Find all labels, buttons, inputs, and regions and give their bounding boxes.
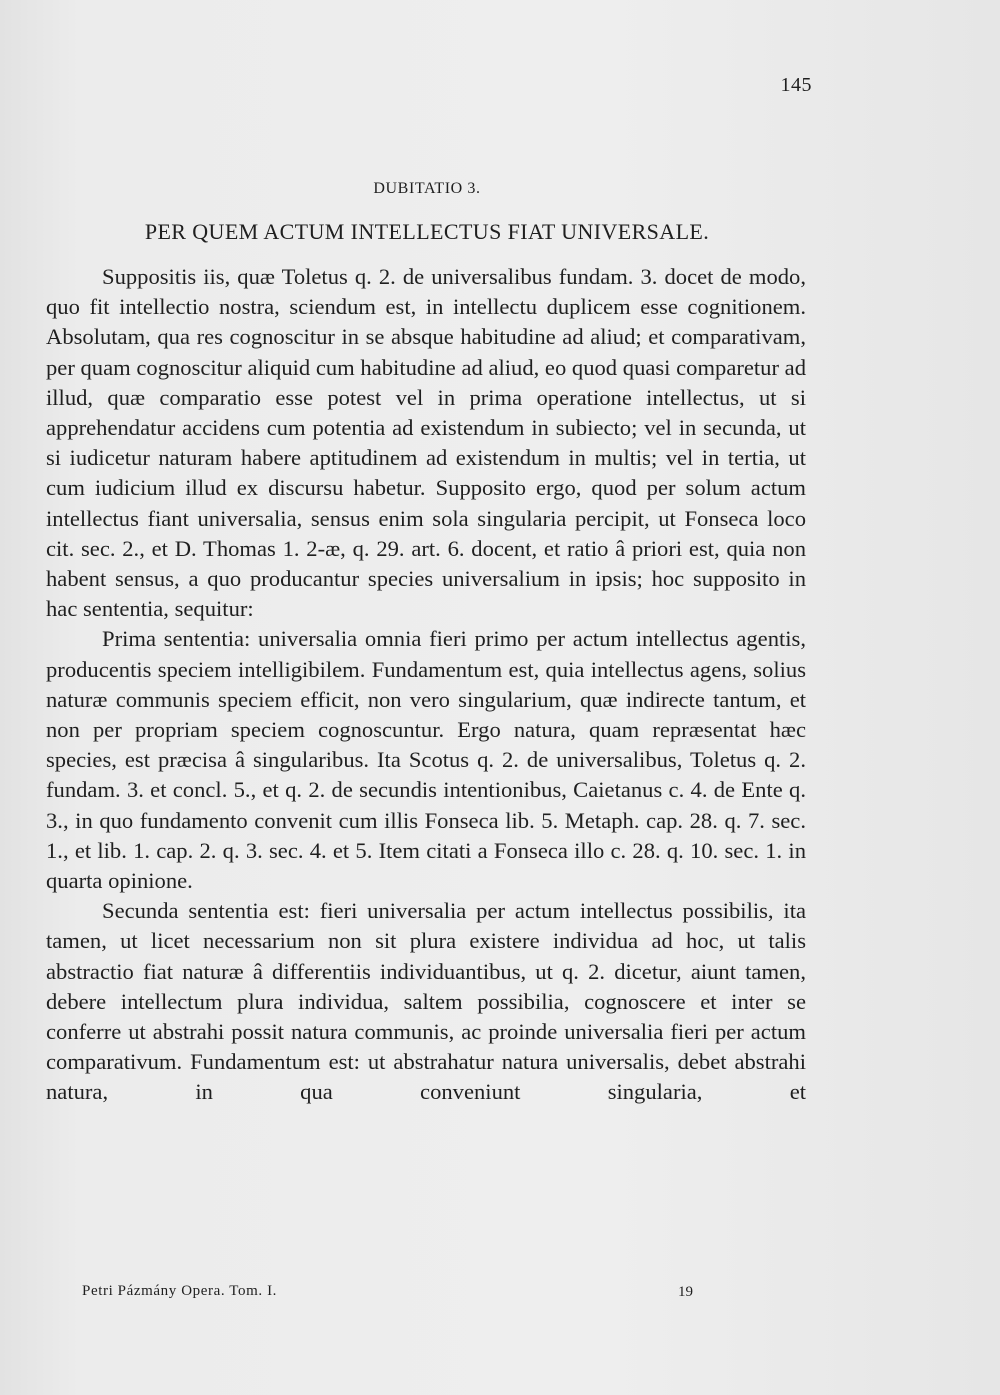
section-kicker: DUBITATIO 3. — [373, 180, 481, 197]
page-number: 145 — [780, 74, 812, 96]
paragraph-2: Prima sententia: universalia omnia fieri primo per actum intellectus agentis, producentis speciem intelligibilem. Fundamentum est, quia intellectus agens, solius naturæ communis speciem efficit, non vero singularium, quæ indirecte tantum, et non per propriam speciem cognoscuntur. Ergo natura, quam repræsentat hæc species, est præcisa â singularibus. Ita Scotus q. 2. de universalibus, Toletus q. 2. fundam. 3. et concl. 5., et q. 2. de secundis intentionibus, Caietanus c. 4. de Ente q. 3., in quo fundamento convenit cum illis Fonseca lib. 5. Metaph. cap. 28. q. 7. sec. 1., et lib. 1. cap. 2. q. 3. sec. 4. et 5. Item citati a Fonseca illo c. 28. q. 10. sec. 1. in quarta opinione. — [46, 626, 806, 894]
paragraph-1: Suppositis iis, quæ Toletus q. 2. de universalibus fundam. 3. docet de modo, quo fit intellectio nostra, sciendum est, in intellectu duplicem esse cognitionem. Absolutam, qua res cognoscitur in se absque habitudine ad aliud; et comparativam, per quam cognoscitur aliquid cum habitudine ad aliud, eo quod quasi comparetur ad illud, quæ comparatio esse potest vel in prima operatione intellectus, ut si apprehendatur accidens cum potentia ad existendum in subiecto; vel in secunda, ut si iudicetur naturam habere aptitudinem ad existendum in multis; vel in tertia, ut cum iudicium illud ex discursu habetur. Supposito ergo, quod per solum actum intellectus fiant universalia, sensus enim sola singularia percipit, ut Fonseca loco cit. sec. 2., et D. Thomas 1. 2-æ, q. 29. art. 6. docent, et ratio â priori est, quia non habent sensus, a quo producantur species universalium in ipsis; hoc supposito in hac sententia, sequitur: — [46, 264, 806, 622]
paragraph-3: Secunda sententia est: fieri universalia per actum intellectus possibilis, ita tamen, ut licet necessarium non sit plura existere individua ad hoc, ut talis abstractio fiat naturæ â differentiis individuantibus, ut q. 2. dicetur, aiunt tamen, debere intellectum plura individua, saltem possibilia, cognoscere et inter se conferre ut abstrahi possit natura communis, ac proinde universalia fieri per actum comparativum. Fundamentum est: ut abstrahatur natura universalis, debet abstrahi natura, in qua conveniunt singularia, et — [46, 898, 806, 1105]
footer-signature-number: 19 — [678, 1284, 693, 1300]
footer-book-title: Petri Pázmány Opera. Tom. I. — [82, 1283, 278, 1299]
section-title: PER QUEM ACTUM INTELLECTUS FIAT UNIVERSALE. — [144, 219, 710, 244]
body-text — [46, 262, 806, 1108]
